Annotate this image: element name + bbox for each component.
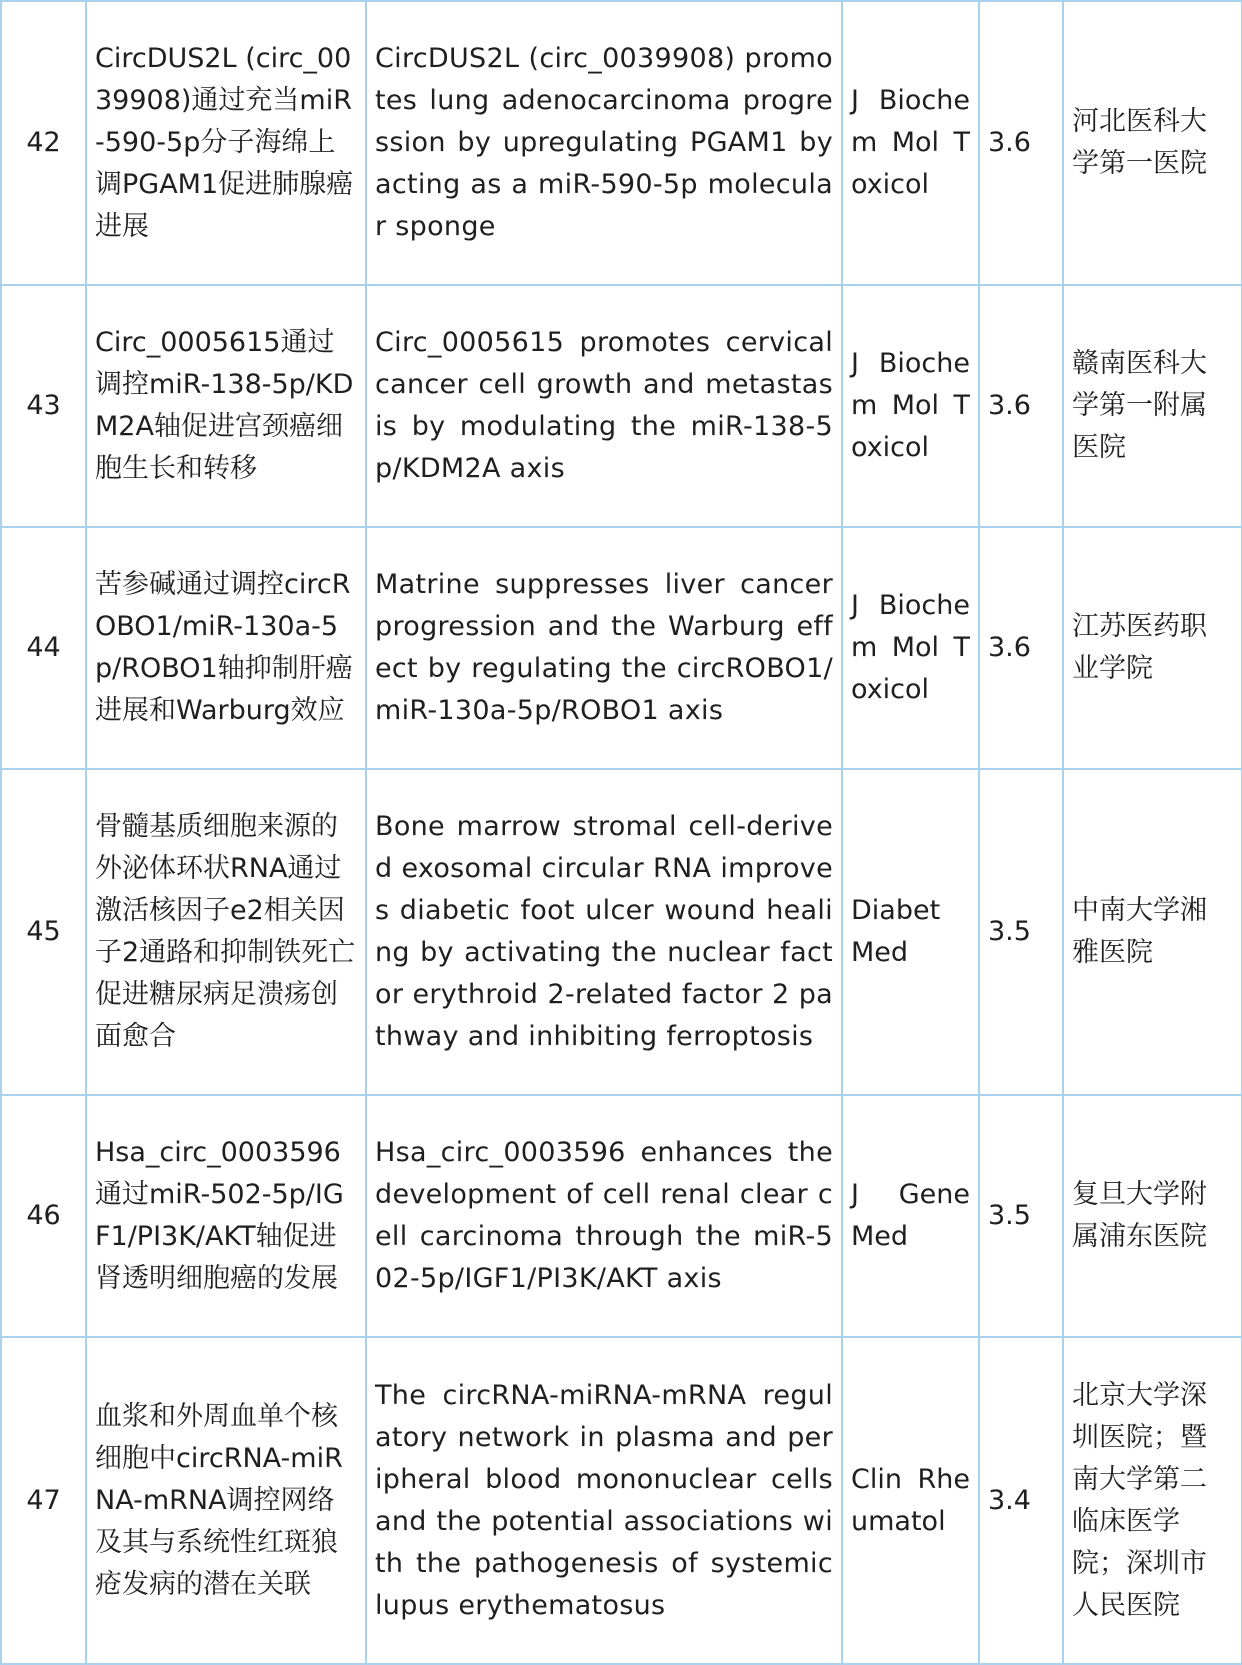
institution: 北京大学深圳医院；暨南大学第二临床医学院；深圳市人民医院 xyxy=(1063,1337,1242,1664)
journal-name: J Biochem Mol Toxicol xyxy=(842,1,979,285)
english-title: Bone marrow stromal cell-derived exosomal circular RNA improves diabetic foot ulcer wound healing by activating the nuclear factor erythroid 2-related factor 2 pathway and inhibiting ferroptosis xyxy=(366,769,842,1095)
journal-name: J Biochem Mol Toxicol xyxy=(842,285,979,527)
chinese-title: 血浆和外周血单个核细胞中circRNA-miRNA-mRNA调控网络及其与系统性红斑狼疮发病的潜在关联 xyxy=(86,1337,366,1664)
chinese-title: Circ_0005615通过调控miR-138-5p/KDM2A轴促进宫颈癌细胞生长和转移 xyxy=(86,285,366,527)
row-number: 46 xyxy=(1,1095,86,1337)
english-title: Hsa_circ_0003596 enhances the development of cell renal clear cell carcinoma through the miR-502-5p/IGF1/PI3K/AKT axis xyxy=(366,1095,842,1337)
impact-factor: 3.5 xyxy=(979,1095,1063,1337)
impact-factor: 3.6 xyxy=(979,285,1063,527)
table-row xyxy=(1,1095,1242,1337)
journal-name: Diabet Med xyxy=(842,769,979,1095)
institution: 江苏医药职业学院 xyxy=(1063,527,1242,769)
journal-name: Clin Rheumatol xyxy=(842,1337,979,1664)
impact-factor: 3.5 xyxy=(979,769,1063,1095)
institution: 复旦大学附属浦东医院 xyxy=(1063,1095,1242,1337)
journal-name: J Biochem Mol Toxicol xyxy=(842,527,979,769)
table-row xyxy=(1,1,1242,285)
row-number: 44 xyxy=(1,527,86,769)
impact-factor: 3.6 xyxy=(979,527,1063,769)
table-row xyxy=(1,527,1242,769)
english-title: Circ_0005615 promotes cervical cancer cell growth and metastasis by modulating the miR-138-5p/KDM2A axis xyxy=(366,285,842,527)
english-title: Matrine suppresses liver cancer progression and the Warburg effect by regulating the circROBO1/miR-130a-5p/ROBO1 axis xyxy=(366,527,842,769)
row-number: 43 xyxy=(1,285,86,527)
row-number: 42 xyxy=(1,1,86,285)
english-title: CircDUS2L (circ_0039908) promotes lung adenocarcinoma progression by upregulating PGAM1 by acting as a miR-590-5p molecular sponge xyxy=(366,1,842,285)
institution: 赣南医科大学第一附属医院 xyxy=(1063,285,1242,527)
chinese-title: Hsa_circ_0003596通过miR-502-5p/IGF1/PI3K/AKT轴促进肾透明细胞癌的发展 xyxy=(86,1095,366,1337)
table-row xyxy=(1,769,1242,1095)
chinese-title: CircDUS2L (circ_0039908)通过充当miR-590-5p分子海绵上调PGAM1促进肺腺癌进展 xyxy=(86,1,366,285)
english-title: The circRNA-miRNA-mRNA regulatory network in plasma and peripheral blood mononuclear cells and the potential associations with the pathogenesis of systemic lupus erythematosus xyxy=(366,1337,842,1664)
institution: 中南大学湘雅医院 xyxy=(1063,769,1242,1095)
row-number: 45 xyxy=(1,769,86,1095)
chinese-title: 苦参碱通过调控circROBO1/miR-130a-5p/ROBO1轴抑制肝癌进展和Warburg效应 xyxy=(86,527,366,769)
institution: 河北医科大学第一医院 xyxy=(1063,1,1242,285)
table-row xyxy=(1,285,1242,527)
row-number: 47 xyxy=(1,1337,86,1664)
impact-factor: 3.6 xyxy=(979,1,1063,285)
impact-factor: 3.4 xyxy=(979,1337,1063,1664)
table-row xyxy=(1,1337,1242,1664)
journal-name: J Gene Med xyxy=(842,1095,979,1337)
chinese-title: 骨髓基质细胞来源的外泌体环状RNA通过激活核因子e2相关因子2通路和抑制铁死亡促进糖尿病足溃疡创面愈合 xyxy=(86,769,366,1095)
